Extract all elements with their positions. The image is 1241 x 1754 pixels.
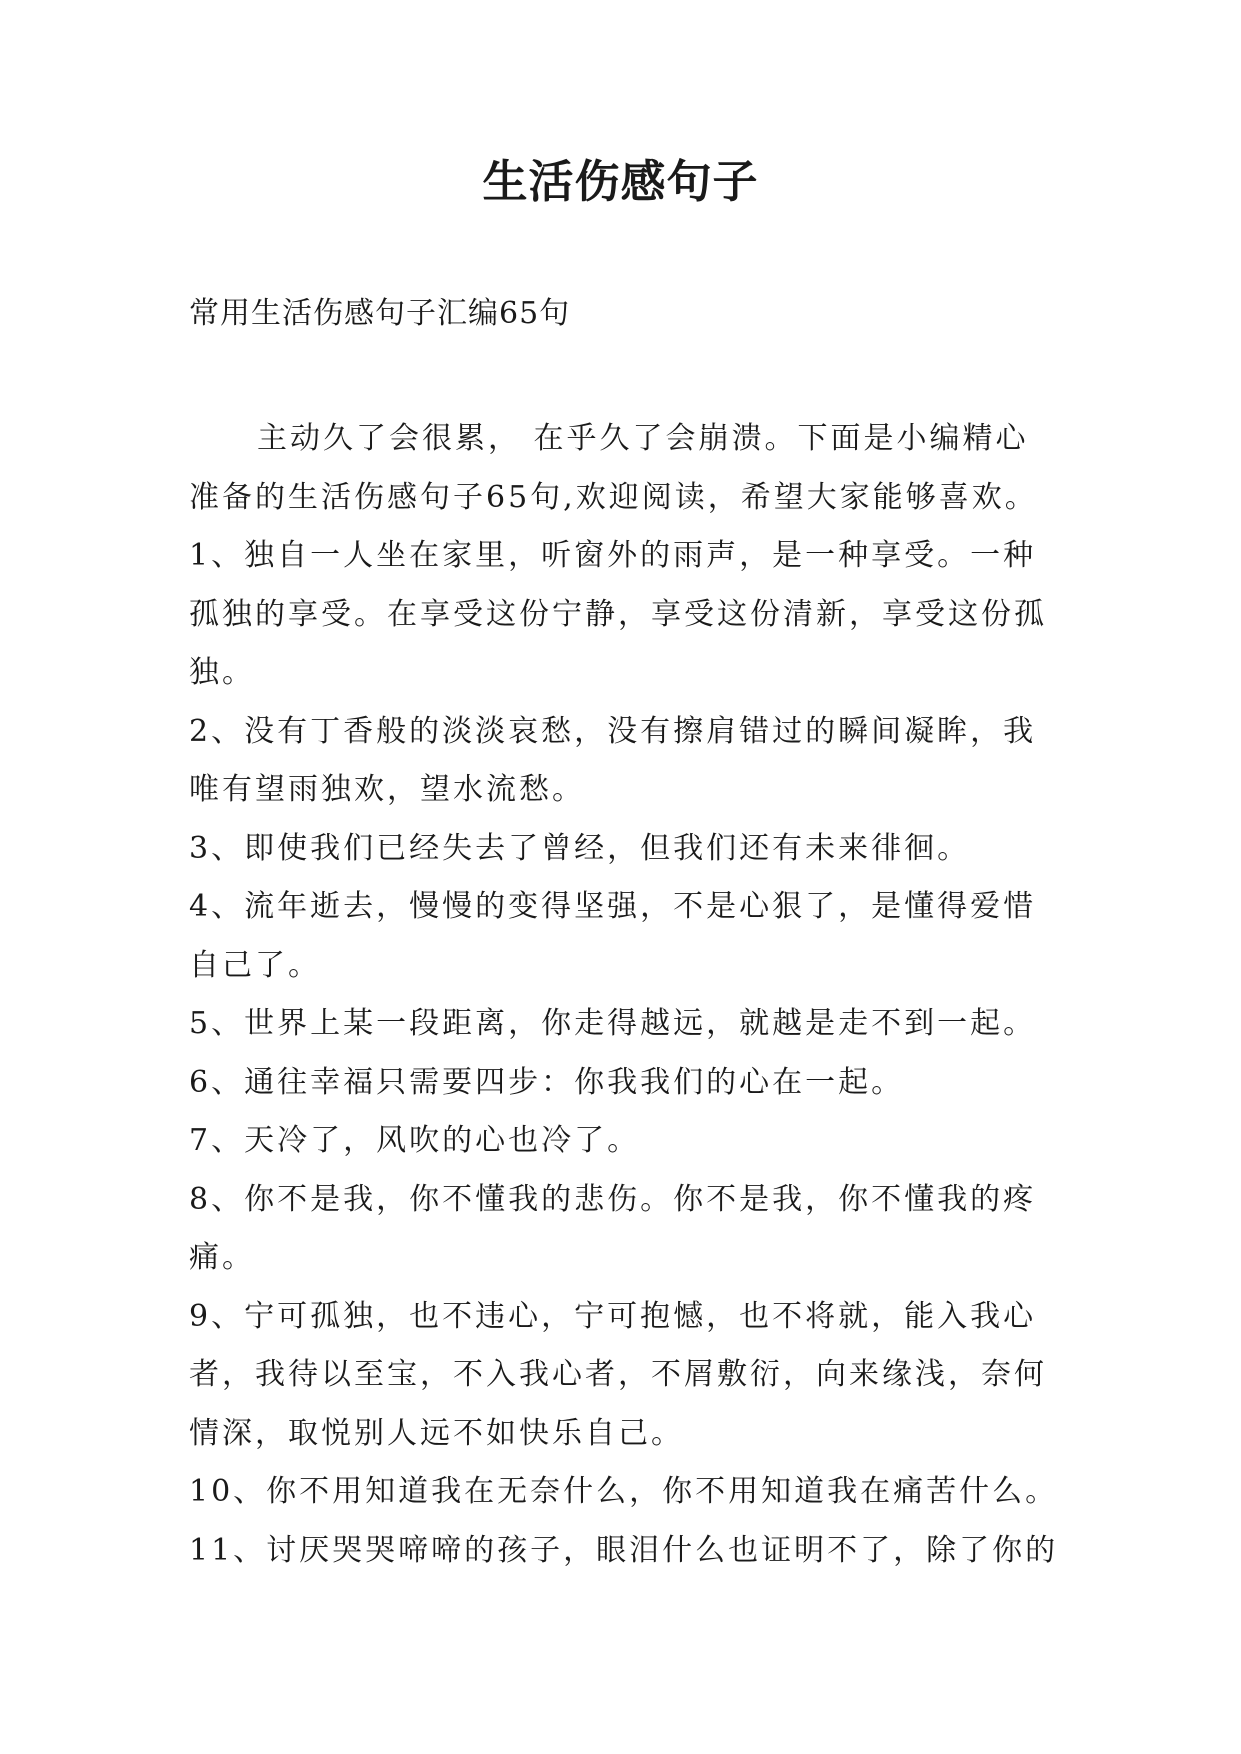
paragraph-line: 2、没有丁香般的淡淡哀愁，没有擦肩错过的瞬间凝眸，我 <box>189 713 1037 749</box>
paragraph-line: 9、宁可孤独，也不违心，宁可抱憾，也不将就，能入我心 <box>189 1298 1037 1334</box>
paragraph-line: 唯有望雨独欢，望水流愁。 <box>189 772 585 807</box>
paragraph-line: 独。 <box>189 655 255 690</box>
document-subtitle: 常用生活伤感句子汇编65句 <box>189 296 571 331</box>
paragraph-line: 4、流年逝去，慢慢的变得坚强，不是心狠了，是懂得爱惜 <box>189 889 1037 924</box>
paragraph-line: 8、你不是我，你不懂我的悲伤。你不是我，你不懂我的疼 <box>189 1181 1037 1217</box>
document-body <box>189 410 1069 1580</box>
paragraph-line: 11、讨厌哭哭啼啼的孩子，眼泪什么也证明不了，除了你的 <box>189 1532 1059 1568</box>
paragraph-line: 情深，取悦别人远不如快乐自己。 <box>189 1415 684 1451</box>
paragraph-line: 3、即使我们已经失去了曾经，但我们还有未来徘徊。 <box>189 830 971 866</box>
paragraph-line: 1、独自一人坐在家里，听窗外的雨声，是一种享受。一种 <box>189 538 1037 573</box>
paragraph-line: 孤独的享受。在享受这份宁静，享受这份清新，享受这份孤 <box>189 596 1047 632</box>
paragraph-line: 准备的生活伤感句子65句,欢迎阅读，希望大家能够喜欢。 <box>189 479 1038 515</box>
paragraph-line: 10、你不用知道我在无奈什么，你不用知道我在痛苦什么。 <box>189 1474 1059 1509</box>
page-title: 生活伤感句子 <box>482 155 759 208</box>
paragraph-line: 5、世界上某一段距离，你走得越远，就越是走不到一起。 <box>189 1006 1037 1041</box>
paragraph-line: 6、通往幸福只需要四步：你我我们的心在一起。 <box>189 1064 905 1100</box>
paragraph-line: 痛。 <box>189 1240 255 1275</box>
paragraph-line: 者，我待以至宝，不入我心者，不屑敷衍，向来缘浅，奈何 <box>189 1357 1047 1392</box>
paragraph-line: 主动久了会很累， 在乎久了会崩溃。下面是小编精心 <box>257 421 1029 456</box>
paragraph-line: 自己了。 <box>189 947 321 983</box>
paragraph-line: 7、天冷了，风吹的心也冷了。 <box>189 1123 641 1158</box>
